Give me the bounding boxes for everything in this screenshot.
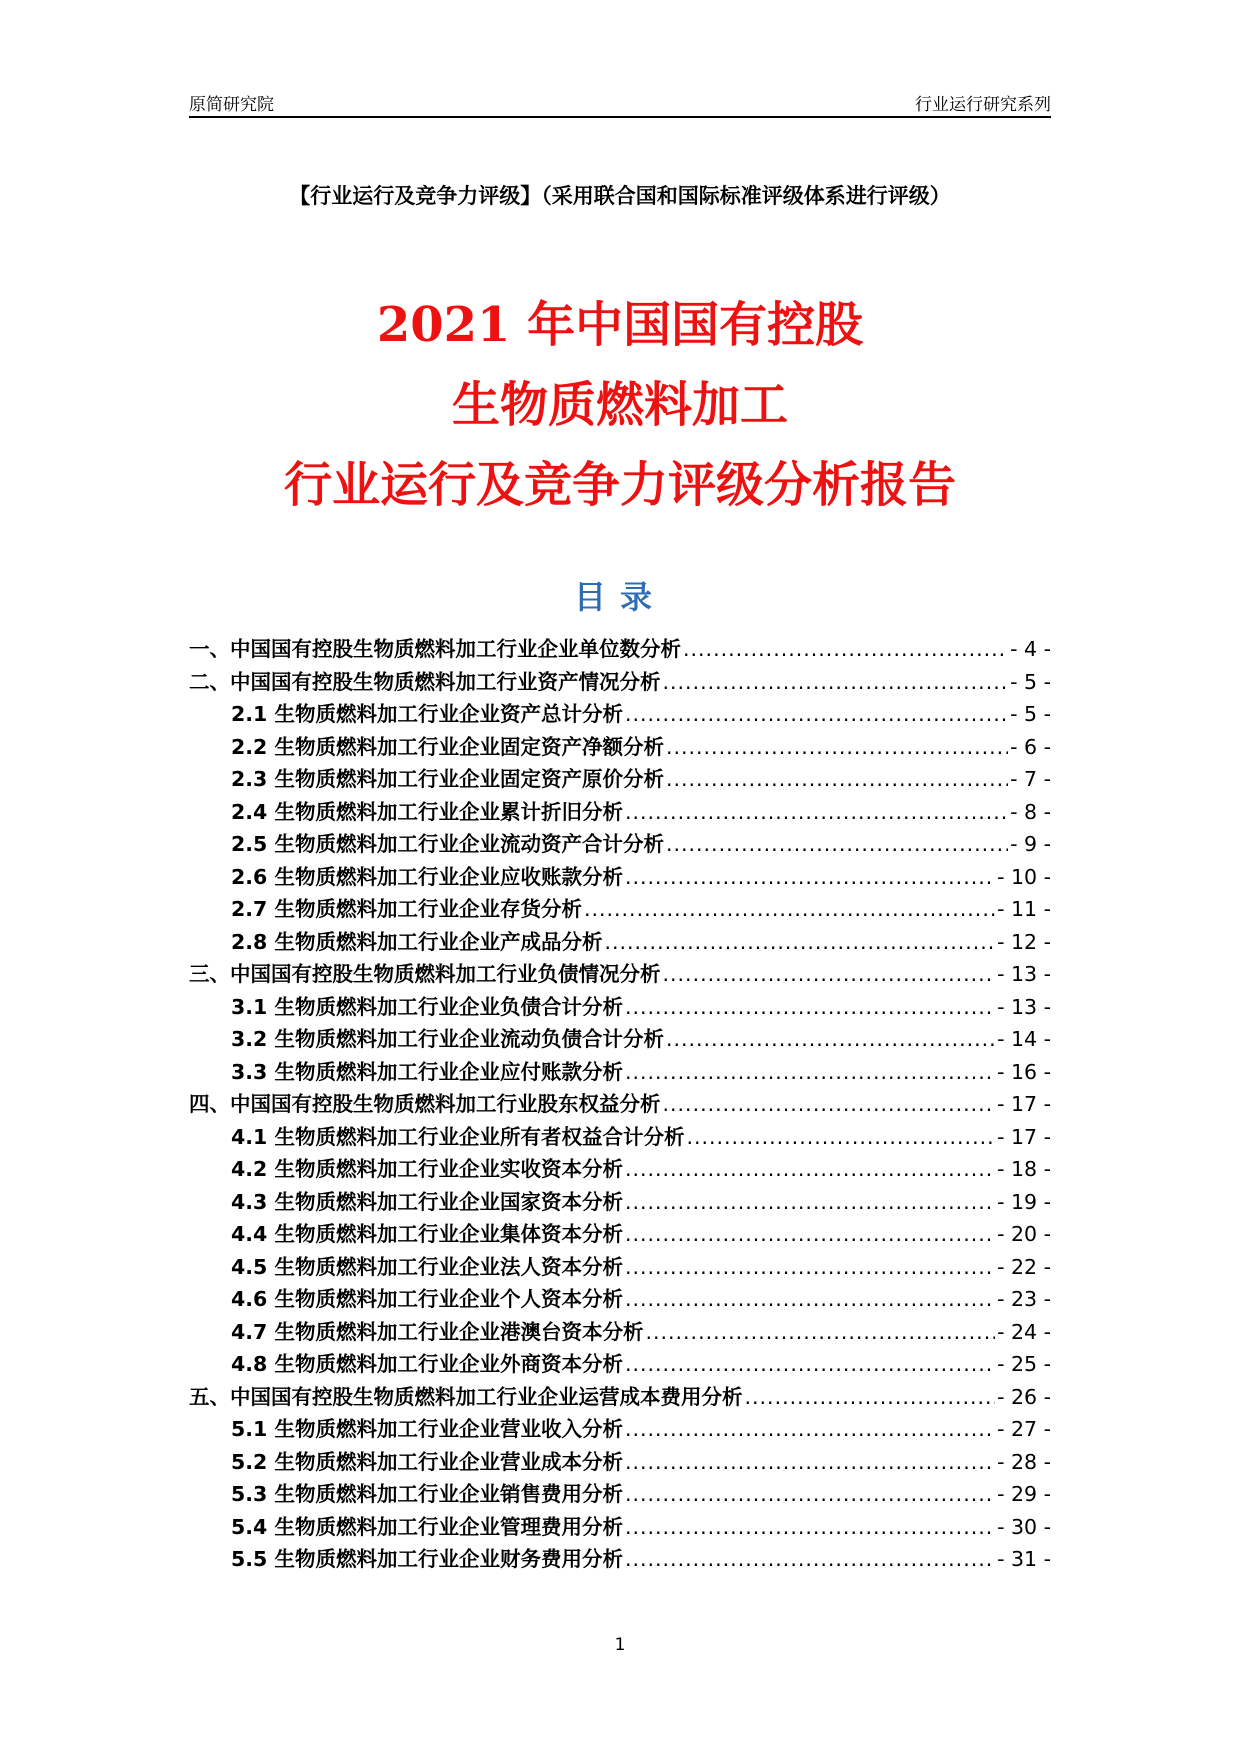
toc-entry-page: - 14 - (997, 1027, 1051, 1051)
toc-leader-dots (663, 666, 1009, 699)
toc-leader-dots (663, 958, 996, 991)
toc-entry-page: - 6 - (1010, 734, 1051, 759)
toc-entry-title: 4.8 生物质燃料加工行业企业外商资本分析 (231, 1352, 623, 1376)
toc-entry-title: 2.8 生物质燃料加工行业企业产成品分析 (231, 929, 603, 954)
toc-entry-page: - 23 - (997, 1287, 1051, 1311)
toc-leader-dots (625, 1056, 995, 1089)
toc-entry-page: - 10 - (997, 864, 1051, 889)
toc-entry[interactable] (189, 1348, 1051, 1381)
toc-entry-title: 3.3 生物质燃料加工行业企业应付账款分析 (231, 1059, 623, 1084)
toc-leader-dots (666, 828, 1008, 861)
toc-entry[interactable] (189, 633, 1051, 666)
report-title-line-3: 行业运行及竞争力评级分析报告 (283, 457, 956, 513)
toc-entry-title: 3.2 生物质燃料加工行业企业流动负债合计分析 (231, 1027, 664, 1051)
toc-entry[interactable] (189, 1023, 1051, 1056)
toc-entry[interactable] (189, 1218, 1051, 1251)
table-of-contents (189, 633, 1051, 1576)
toc-entry-title: 2.6 生物质燃料加工行业企业应收账款分析 (231, 864, 623, 889)
toc-entry[interactable] (189, 1413, 1051, 1446)
toc-entry[interactable] (189, 1088, 1051, 1121)
toc-leader-dots (625, 1446, 995, 1479)
toc-leader-dots (625, 796, 1008, 829)
toc-leader-dots (663, 1088, 996, 1121)
toc-leader-dots (625, 1186, 995, 1219)
toc-entry-page: - 4 - (1010, 637, 1051, 661)
toc-entry-page: - 27 - (997, 1417, 1051, 1441)
toc-entry-page: - 11 - (997, 897, 1051, 921)
toc-entry[interactable] (189, 1153, 1051, 1186)
header-org-name: 原简研究院 (189, 95, 274, 115)
toc-leader-dots (745, 1381, 996, 1414)
toc-entry[interactable] (189, 958, 1051, 991)
toc-entry-page: - 16 - (997, 1059, 1051, 1084)
toc-entry-title: 4.2 生物质燃料加工行业企业实收资本分析 (231, 1157, 623, 1181)
toc-entry-page: - 25 - (997, 1352, 1051, 1376)
toc-entry[interactable] (189, 698, 1051, 731)
toc-entry[interactable] (189, 666, 1051, 699)
toc-entry-title: 4.6 生物质燃料加工行业企业个人资本分析 (231, 1287, 623, 1311)
toc-entry-title: 5.1 生物质燃料加工行业企业营业收入分析 (231, 1417, 623, 1441)
page-header (189, 86, 1051, 118)
toc-entry-title: 一、中国国有控股生物质燃料加工行业企业单位数分析 (189, 637, 681, 661)
toc-entry-title: 2.4 生物质燃料加工行业企业累计折旧分析 (231, 799, 623, 824)
toc-entry-title: 2.5 生物质燃料加工行业企业流动资产合计分析 (231, 832, 664, 856)
toc-entry-title: 五、中国国有控股生物质燃料加工行业企业运营成本费用分析 (189, 1384, 743, 1409)
toc-entry-title: 2.2 生物质燃料加工行业企业固定资产净额分析 (231, 734, 664, 759)
toc-entry-page: - 8 - (1010, 799, 1051, 824)
page-number: 1 (614, 1635, 626, 1655)
toc-entry[interactable] (189, 796, 1051, 829)
toc-entry-page: - 13 - (997, 994, 1051, 1019)
toc-leader-dots (625, 1348, 995, 1381)
toc-entry[interactable] (189, 991, 1051, 1024)
toc-entry-page: - 30 - (997, 1514, 1051, 1539)
toc-entry-title: 2.7 生物质燃料加工行业企业存货分析 (231, 897, 582, 921)
toc-entry-page: - 20 - (997, 1222, 1051, 1246)
toc-leader-dots (625, 991, 995, 1024)
toc-leader-dots (625, 1283, 995, 1316)
toc-entry[interactable] (189, 893, 1051, 926)
toc-leader-dots (686, 1121, 995, 1154)
toc-entry[interactable] (189, 828, 1051, 861)
toc-leader-dots (625, 1543, 995, 1576)
toc-leader-dots (625, 698, 1008, 731)
toc-entry-page: - 5 - (1010, 702, 1051, 726)
toc-entry-page: - 24 - (997, 1319, 1051, 1344)
toc-entry-title: 4.1 生物质燃料加工行业企业所有者权益合计分析 (231, 1124, 685, 1149)
toc-entry[interactable] (189, 1511, 1051, 1544)
header-series-name: 行业运行研究系列 (915, 95, 1051, 115)
toc-leader-dots (625, 1413, 995, 1446)
report-title-line-2: 生物质燃料加工 (451, 377, 788, 433)
toc-entry-title: 4.4 生物质燃料加工行业企业集体资本分析 (231, 1222, 623, 1246)
toc-entry[interactable] (189, 1316, 1051, 1349)
toc-entry[interactable] (189, 861, 1051, 894)
toc-entry-title: 三、中国国有控股生物质燃料加工行业负债情况分析 (189, 962, 661, 986)
toc-entry-page: - 17 - (997, 1124, 1051, 1149)
toc-entry-page: - 22 - (997, 1254, 1051, 1279)
toc-heading: 目录 (573, 578, 666, 616)
toc-leader-dots (604, 926, 995, 959)
toc-entry-page: - 18 - (997, 1157, 1051, 1181)
toc-leader-dots (625, 1153, 995, 1186)
toc-entry-title: 4.5 生物质燃料加工行业企业法人资本分析 (231, 1254, 623, 1279)
toc-entry[interactable] (189, 763, 1051, 796)
toc-entry-title: 5.3 生物质燃料加工行业企业销售费用分析 (231, 1482, 623, 1506)
toc-entry[interactable] (189, 1381, 1051, 1414)
toc-entry-page: - 5 - (1010, 669, 1051, 694)
toc-entry-title: 四、中国国有控股生物质燃料加工行业股东权益分析 (189, 1092, 661, 1116)
toc-entry-title: 4.3 生物质燃料加工行业企业国家资本分析 (231, 1189, 623, 1214)
toc-entry-page: - 26 - (997, 1384, 1051, 1409)
report-subtitle: 【行业运行及竞争力评级】（采用联合国和国际标准评级体系进行评级） (289, 184, 951, 208)
toc-leader-dots (666, 1023, 995, 1056)
toc-entry[interactable] (189, 731, 1051, 764)
toc-entry-page: - 7 - (1010, 767, 1051, 791)
toc-entry[interactable] (189, 1056, 1051, 1089)
report-title-line-1: 2021 年中国国有控股 (376, 297, 864, 353)
toc-leader-dots (625, 1251, 995, 1284)
toc-entry[interactable] (189, 1186, 1051, 1219)
toc-entry-page: - 17 - (997, 1092, 1051, 1116)
toc-entry-title: 2.3 生物质燃料加工行业企业固定资产原价分析 (231, 767, 664, 791)
toc-leader-dots (666, 763, 1008, 796)
toc-entry[interactable] (189, 1446, 1051, 1479)
toc-entry-page: - 31 - (997, 1547, 1051, 1571)
toc-entry[interactable] (189, 1543, 1051, 1576)
toc-entry-title: 5.5 生物质燃料加工行业企业财务费用分析 (231, 1547, 623, 1571)
toc-entry-title: 5.4 生物质燃料加工行业企业管理费用分析 (231, 1514, 623, 1539)
toc-leader-dots (625, 1478, 995, 1511)
toc-leader-dots (625, 1511, 995, 1544)
toc-entry[interactable] (189, 1478, 1051, 1511)
toc-entry[interactable] (189, 1251, 1051, 1284)
toc-entry-page: - 29 - (997, 1482, 1051, 1506)
toc-entry-page: - 9 - (1010, 832, 1051, 856)
toc-leader-dots (683, 633, 1008, 666)
toc-leader-dots (625, 861, 995, 894)
toc-entry-title: 二、中国国有控股生物质燃料加工行业资产情况分析 (189, 669, 661, 694)
toc-entry-title: 2.1 生物质燃料加工行业企业资产总计分析 (231, 702, 623, 726)
toc-entry-page: - 28 - (997, 1449, 1051, 1474)
toc-entry[interactable] (189, 1121, 1051, 1154)
toc-entry-page: - 13 - (997, 962, 1051, 986)
toc-leader-dots (666, 731, 1008, 764)
toc-leader-dots (584, 893, 995, 926)
toc-entry[interactable] (189, 1283, 1051, 1316)
toc-entry-page: - 19 - (997, 1189, 1051, 1214)
toc-leader-dots (645, 1316, 995, 1349)
toc-entry-title: 3.1 生物质燃料加工行业企业负债合计分析 (231, 994, 623, 1019)
toc-entry-page: - 12 - (997, 929, 1051, 954)
toc-entry-title: 5.2 生物质燃料加工行业企业营业成本分析 (231, 1449, 623, 1474)
toc-entry[interactable] (189, 926, 1051, 959)
toc-leader-dots (625, 1218, 995, 1251)
toc-entry-title: 4.7 生物质燃料加工行业企业港澳台资本分析 (231, 1319, 644, 1344)
